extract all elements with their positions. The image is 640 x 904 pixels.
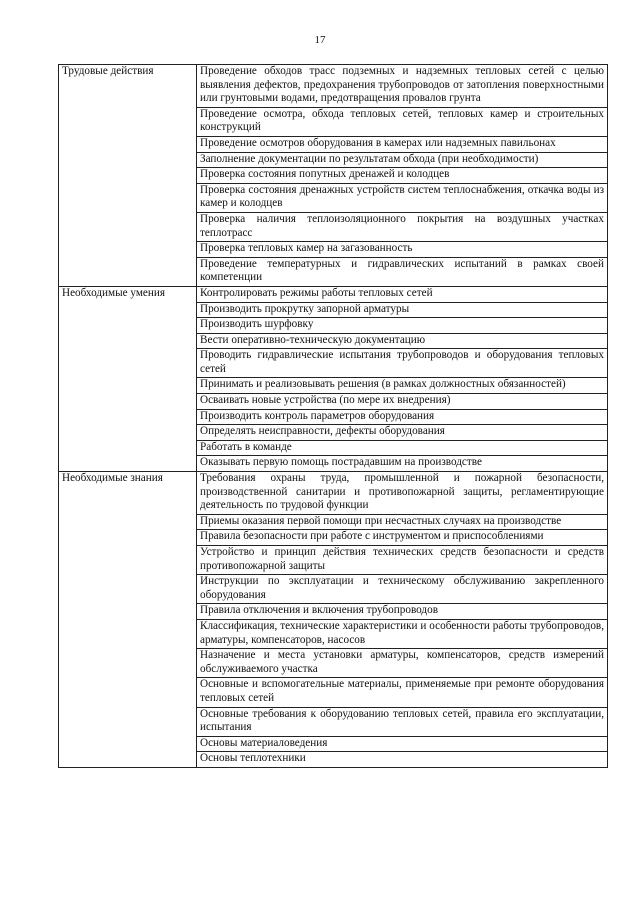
section-item: Производить прокрутку запорной арматуры bbox=[197, 302, 608, 318]
section-item: Контролировать режимы работы тепловых сетей bbox=[197, 286, 608, 302]
section-item: Работать в команде bbox=[197, 440, 608, 456]
page-number: 17 bbox=[314, 34, 326, 46]
section-item: Заполнение документации по результатам обхода (при необходимости) bbox=[197, 152, 608, 168]
section-item: Принимать и реализовывать решения (в рамках должностных обязанностей) bbox=[197, 378, 608, 394]
section-item: Классификация, технические характеристики и особенности работы трубопроводов, арматуры, компенсаторов, насосов bbox=[197, 619, 608, 648]
section-item: Проверка состояния дренажных устройств систем теплоснабжения, откачка воды из камер и колодцев bbox=[197, 183, 608, 212]
section-item: Проверка наличия теплоизоляционного покрытия на воздушных участках теплотрасс bbox=[197, 212, 608, 241]
section-item: Основы теплотехники bbox=[197, 752, 608, 768]
section-item: Оказывать первую помощь пострадавшим на производстве bbox=[197, 456, 608, 472]
section-item: Проверка состояния попутных дренажей и колодцев bbox=[197, 168, 608, 184]
section-item: Приемы оказания первой помощи при несчастных случаях на производстве bbox=[197, 514, 608, 530]
section-item: Проведение осмотра, обхода тепловых сетей, тепловых камер и строительных конструкций bbox=[197, 107, 608, 136]
section-item: Проведение температурных и гидравлических испытаний в рамках своей компетенции bbox=[197, 257, 608, 286]
table-row bbox=[59, 472, 608, 515]
section-item: Основные требования к оборудованию тепловых сетей, правила его эксплуатации, испытания bbox=[197, 707, 608, 736]
section-item: Определять неисправности, дефекты оборудования bbox=[197, 425, 608, 441]
table-body bbox=[59, 65, 608, 768]
section-label: Необходимые умения bbox=[59, 286, 197, 471]
section-item: Основные и вспомогательные материалы, применяемые при ремонте оборудования тепловых сетей bbox=[197, 678, 608, 707]
section-item: Основы материаловедения bbox=[197, 736, 608, 752]
section-item: Правила безопасности при работе с инструментом и приспособлениями bbox=[197, 530, 608, 546]
section-label: Необходимые знания bbox=[59, 472, 197, 768]
section-item: Проверка тепловых камер на загазованность bbox=[197, 242, 608, 258]
section-item: Проводить гидравлические испытания трубопроводов и оборудования тепловых сетей bbox=[197, 349, 608, 378]
section-item: Назначение и места установки арматуры, компенсаторов, средств измерений обслуживаемого участка bbox=[197, 649, 608, 678]
section-item: Проведение обходов трасс подземных и надземных тепловых сетей с целью выявления дефектов, предохранения трубопроводов от затопления поверхностными или грунтовыми водами, предотвращения провалов грунта bbox=[197, 65, 608, 108]
section-item: Производить контроль параметров оборудования bbox=[197, 409, 608, 425]
section-label: Трудовые действия bbox=[59, 65, 197, 287]
section-item: Требования охраны труда, промышленной и пожарной безопасности, производственной санитарии и противопожарной защиты, регламентирующие деятельность по трудовой функции bbox=[197, 472, 608, 515]
section-item: Вести оперативно-техническую документацию bbox=[197, 333, 608, 349]
table-row bbox=[59, 65, 608, 108]
section-item: Осваивать новые устройства (по мере их внедрения) bbox=[197, 394, 608, 410]
section-item: Правила отключения и включения трубопроводов bbox=[197, 604, 608, 620]
table-row bbox=[59, 286, 608, 302]
section-item: Проведение осмотров оборудования в камерах или надземных павильонах bbox=[197, 136, 608, 152]
section-item: Производить шурфовку bbox=[197, 318, 608, 334]
section-item: Устройство и принцип действия технических средств безопасности и средств противопожарной защиты bbox=[197, 546, 608, 575]
labor-function-table bbox=[58, 64, 608, 768]
section-item: Инструкции по эксплуатации и техническому обслуживанию закрепленного оборудования bbox=[197, 575, 608, 604]
